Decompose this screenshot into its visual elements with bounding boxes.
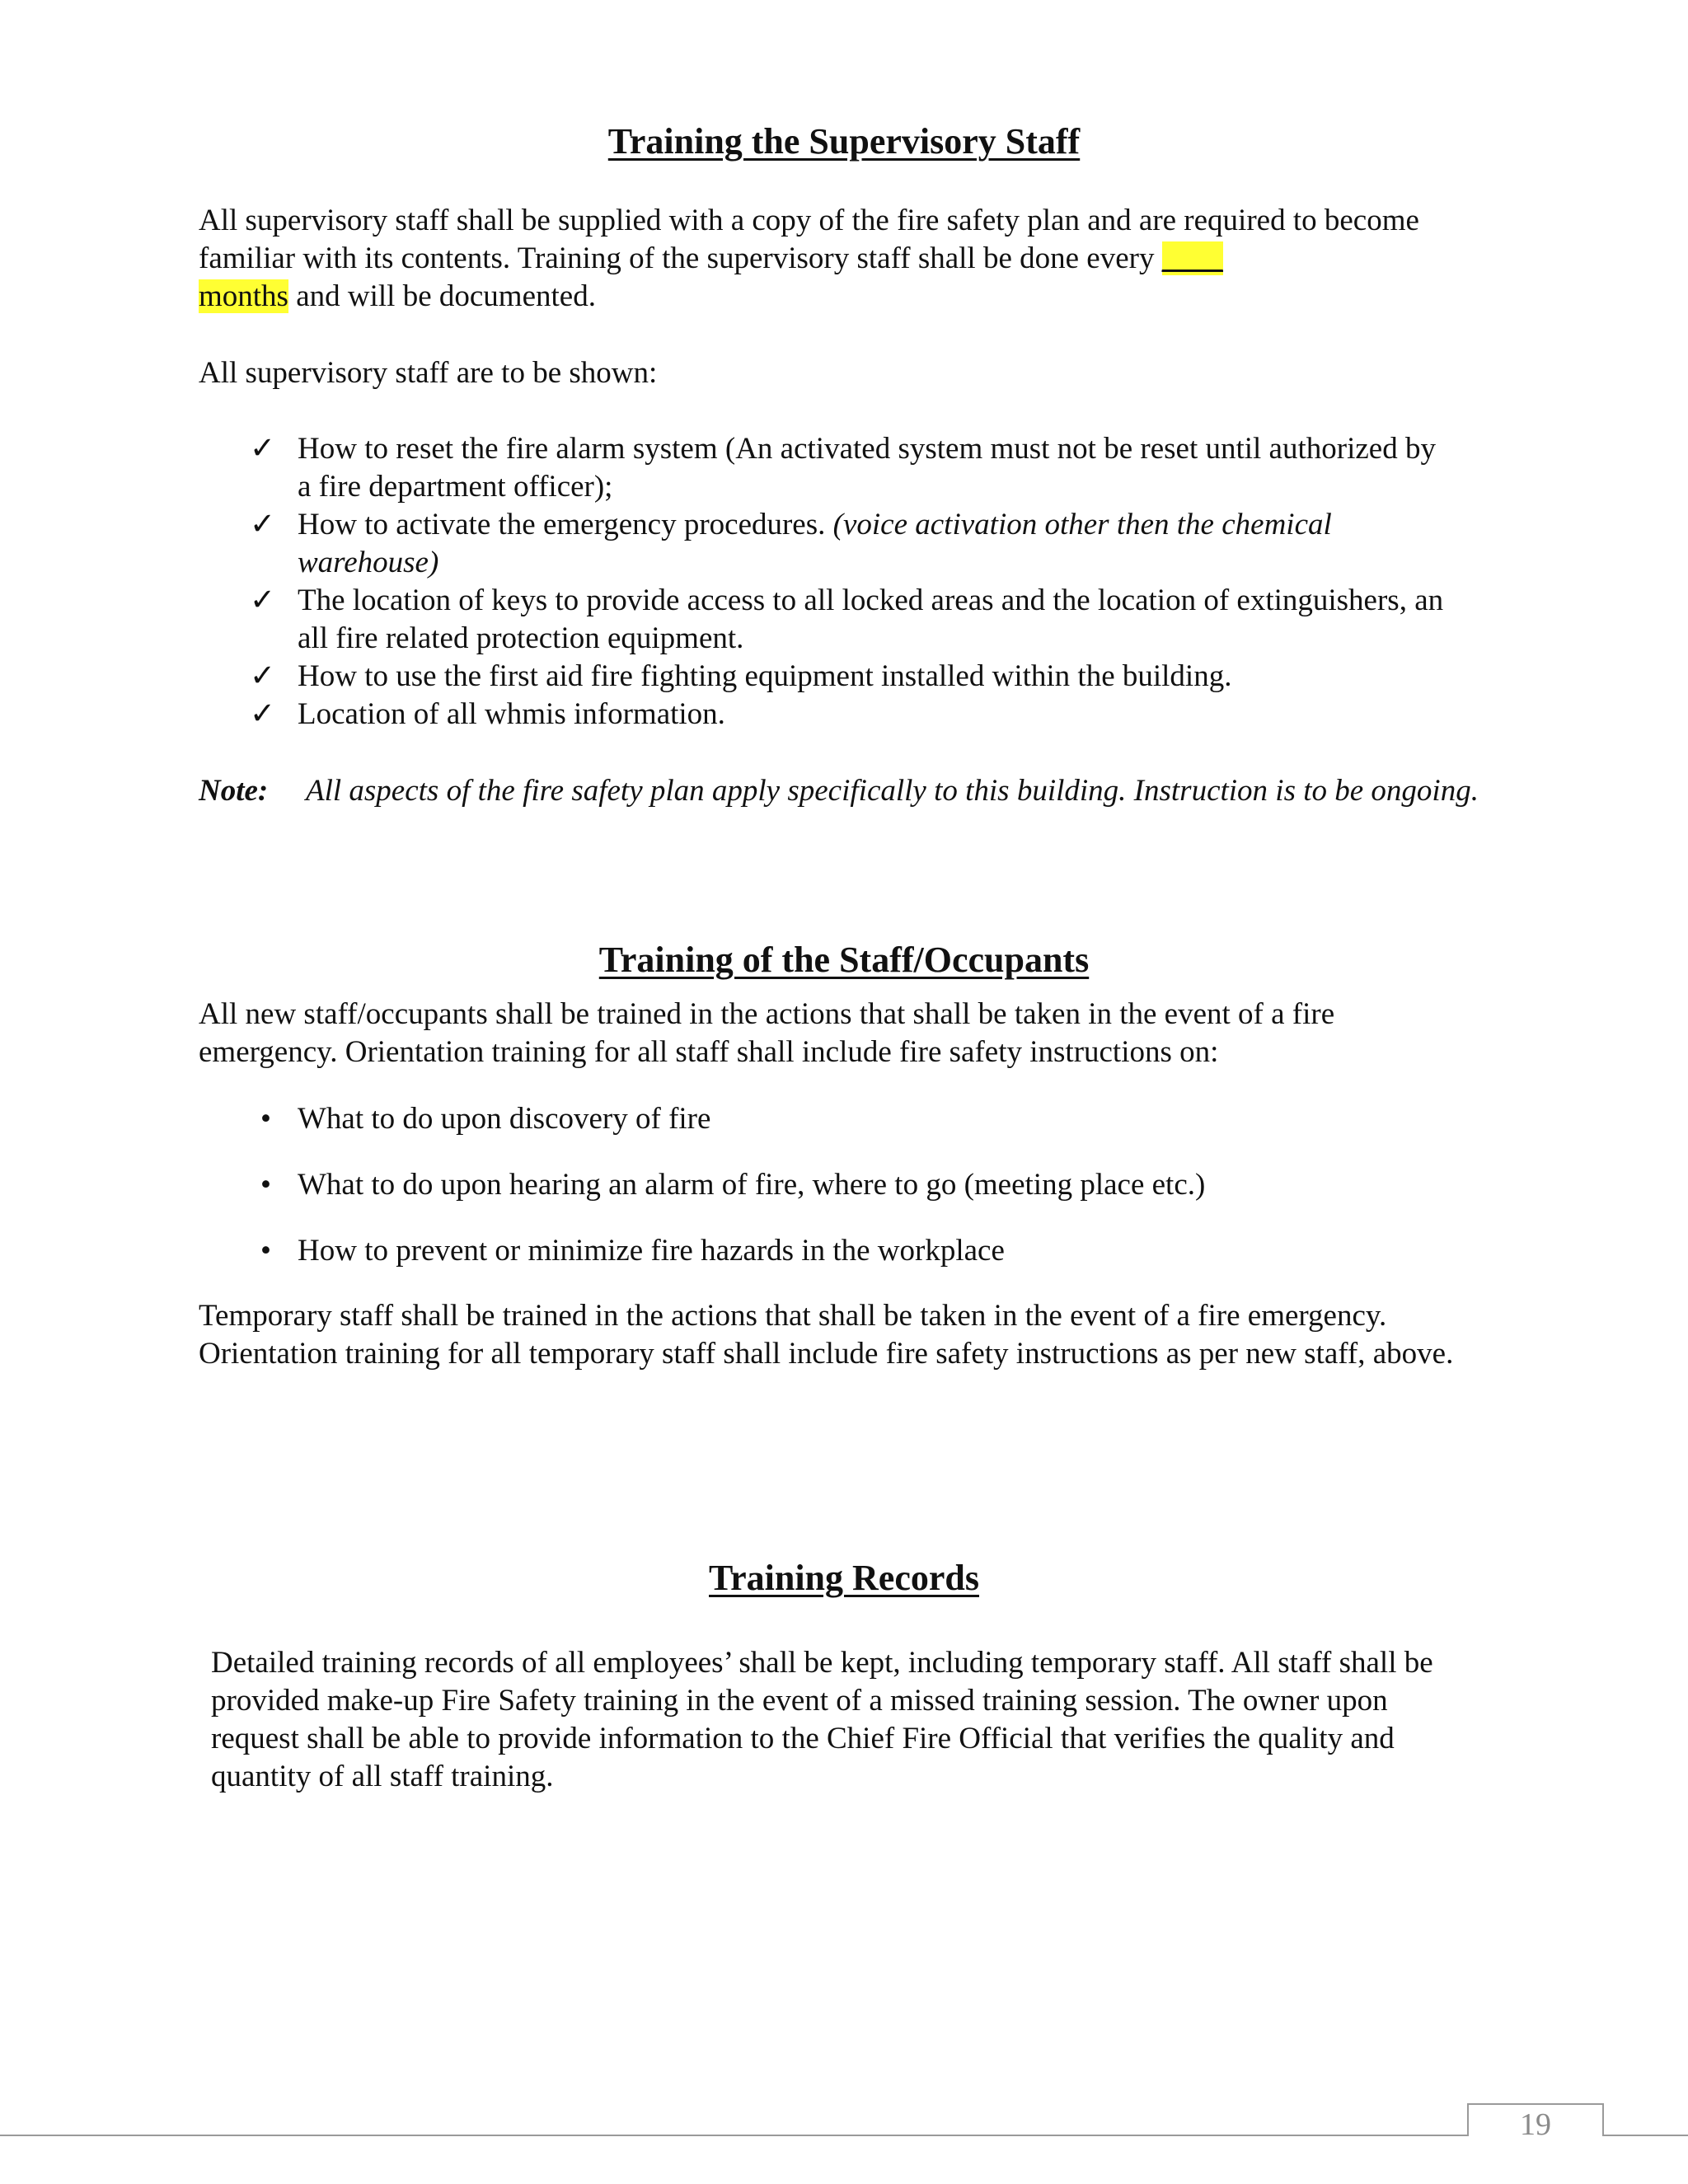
checkmark-icon: ✓ bbox=[250, 432, 276, 466]
checklist-supervisory bbox=[199, 430, 1451, 733]
heading-staff-occupants: Training of the Staff/Occupants bbox=[598, 940, 1090, 980]
months-word: months bbox=[199, 279, 288, 313]
list-item-text: How to use the first aid fire fighting equipment installed within the building. bbox=[298, 659, 1232, 693]
list-item bbox=[199, 658, 1451, 696]
list-item-italic-text: (voice activation other then the chemical warehouse) bbox=[298, 508, 1332, 579]
list-item bbox=[199, 430, 1451, 506]
note-text: All aspects of the fire safety plan apply specifically to this building. Instruction is to be ongoing. bbox=[306, 774, 1479, 808]
bullet-list-staff bbox=[199, 1100, 1451, 1270]
months-blank: ____ bbox=[1161, 241, 1223, 275]
list-item bbox=[199, 1166, 1451, 1204]
checkmark-icon: ✓ bbox=[250, 697, 276, 731]
checkmark-icon: ✓ bbox=[250, 508, 276, 541]
list-item bbox=[199, 582, 1451, 658]
checkmark-icon: ✓ bbox=[250, 659, 276, 693]
footer-rule bbox=[0, 2135, 1688, 2136]
heading-supervisory-staff: Training the Supervisory Staff bbox=[607, 121, 1081, 162]
list-item-text: What to do upon hearing an alarm of fire, where to go (meeting place etc.) bbox=[298, 1168, 1206, 1202]
page-number: 19 bbox=[1520, 2107, 1551, 2142]
list-item bbox=[199, 506, 1451, 582]
list-item-text: How to activate the emergency procedures. bbox=[298, 508, 833, 541]
paragraph-shown: All supervisory staff are to be shown: bbox=[199, 356, 658, 390]
list-item-text: Location of all whmis information. bbox=[298, 697, 725, 731]
bullet-icon: • bbox=[260, 1234, 271, 1268]
paragraph-supervisory-intro bbox=[199, 202, 1460, 316]
note-label: Note: bbox=[199, 774, 269, 808]
list-item bbox=[199, 696, 1451, 733]
paragraph-temporary-staff: Temporary staff shall be trained in the actions that shall be taken in the event of a fire emergency. Orientation training for all temporary staff shall include fire safety instructions as per new staff, above. bbox=[199, 1299, 1454, 1371]
list-item-text: How to reset the fire alarm system (An activated system must not be reset until authorized by a fire department officer); bbox=[298, 432, 1436, 504]
heading-training-records: Training Records bbox=[709, 1558, 979, 1598]
list-item-text: The location of keys to provide access to all locked areas and the location of extinguishers, an all fire related protection equipment. bbox=[298, 583, 1444, 655]
list-item-text: How to prevent or minimize fire hazards in the workplace bbox=[298, 1234, 1005, 1268]
paragraph-supervisory-intro-text: All supervisory staff shall be supplied with a copy of the fire safety plan and are required to become familiar with its contents. Training of the supervisory staff shall be done every bbox=[199, 204, 1419, 275]
list-item-text: What to do upon discovery of fire bbox=[298, 1102, 711, 1136]
list-item bbox=[199, 1100, 1451, 1138]
bullet-icon: • bbox=[260, 1102, 271, 1136]
list-item bbox=[199, 1232, 1451, 1270]
paragraph-training-records: Detailed training records of all employees’ shall be kept, including temporary staff. All staff shall be provided make-up Fire Safety training in the event of a missed training session. The owner upon request shall be able to provide information to the Chief Fire Official that verifies the quality and quantity of all staff training. bbox=[211, 1646, 1433, 1793]
paragraph-supervisory-intro-end: and will be documented. bbox=[288, 279, 596, 313]
paragraph-staff-intro: All new staff/occupants shall be trained in the actions that shall be taken in the event of a fire emergency. Orientation training for all staff shall include fire safety instructions on: bbox=[199, 997, 1335, 1069]
note-block bbox=[199, 772, 1616, 855]
checkmark-icon: ✓ bbox=[250, 583, 276, 617]
bullet-icon: • bbox=[260, 1168, 271, 1202]
